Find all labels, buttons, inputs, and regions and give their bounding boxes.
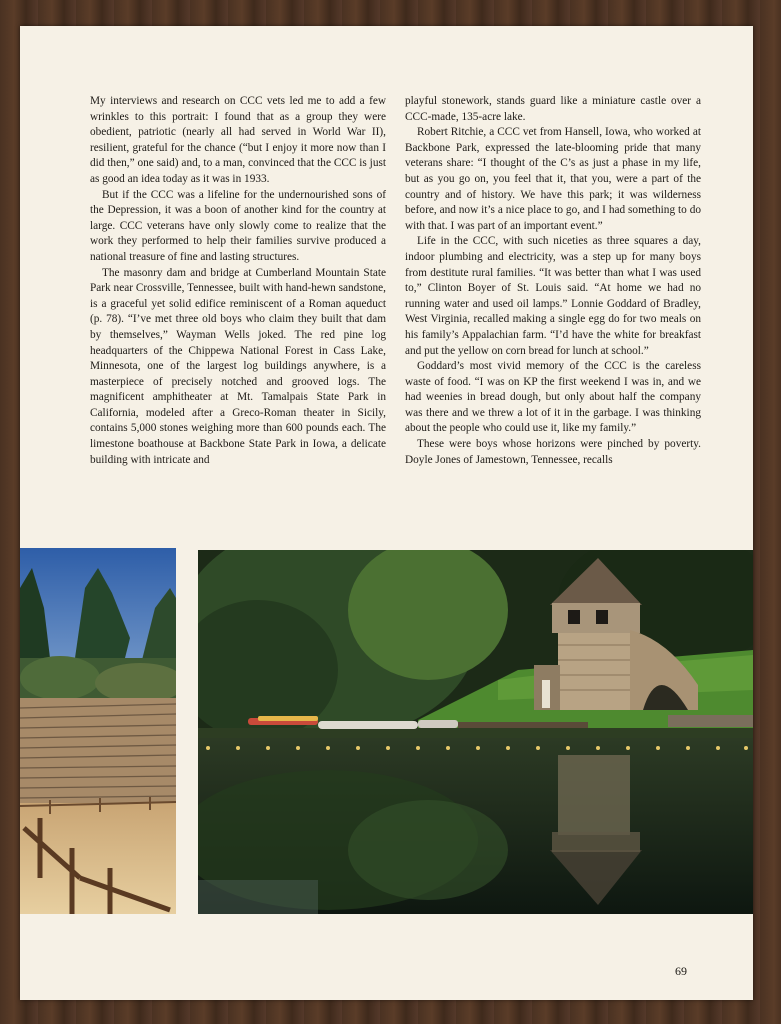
paragraph: Life in the CCC, with such niceties as three squares a day, indoor plumbing and electricity, was a step up for many boys from destitute rural families. “It was better than what I was used to,” Clinton Boyer of St. Louis said. “At home we had no running water and used oil lamps.” Lonnie Goddard of Bradley, West Virginia, recalled making a single egg do for two meals on his family’s Appalachian farm. “I’d have the white for breakfast and put the yellow on corn bread for lunch at school.” — [405, 235, 701, 357]
paragraph: But if the CCC was a lifeline for the undernourished sons of the Depression, it was a boon of another kind for the country at large. CCC veterans have only slowly come to realize that the work they performed to help their families survive produced a national treasure of fine and lasting structures. — [90, 188, 386, 263]
right-text-column — [405, 94, 701, 468]
paragraph: playful stonework, stands guard like a miniature castle over a CCC-made, 135-acre lake. — [405, 95, 701, 123]
amphitheater-photo — [20, 548, 176, 914]
left-text-column — [90, 94, 386, 468]
page-number: 69 — [675, 964, 687, 978]
paragraph: The masonry dam and bridge at Cumberland Mountain State Park near Crossville, Tennessee, built with hand-hewn sandstone, is a graceful yet solid edifice reminiscent of a Roman aqueduct (p. 78). “I’ve met three old boys who claim they built that dam by themselves,” Wayman Wells joked. The red pine log headquarters of the Chippewa National Forest in Cass Lake, Minnesota, one of the largest log buildings anywhere, is a masterpiece of precisely notched and grooved logs. The magnificent amphitheater at Mt. Tamalpais State Park in California, modeled after a Greco-Roman theater in Sicily, contains 5,000 stones weighing more than 600 pounds each. The limestone boathouse at Backbone State Park in Iowa, a delicate building with intricate and — [90, 266, 386, 466]
paragraph: These were boys whose horizons were pinched by poverty. Doyle Jones of Jamestown, Tennessee, recalls — [405, 438, 701, 466]
magazine-page — [20, 26, 753, 1000]
paragraph: Robert Ritchie, a CCC vet from Hansell, Iowa, who worked at Backbone Park, expressed the late-blooming pride that many veterans share: “I thought of the C’s as just a phase in my life, but as you go on, you feel that it, that you, were a part of the country and of history. We have this park; it was wilderness before, and now it’s a nice place to go, and I had something to do with that. I was part of an important event.” — [405, 126, 701, 232]
boathouse-photo — [198, 550, 753, 914]
paragraph: My interviews and research on CCC vets led me to add a few wrinkles to this portrait: I found that as a group they were obedient, patriotic (nearly all had served in World War II), resilient, grateful for the chance (“but I enjoy it more now than I did then,” one said) and, to a man, convinced that the CCC is just as good an idea today as it was in 1933. — [90, 95, 386, 185]
paragraph: Goddard’s most vivid memory of the CCC is the careless waste of food. “I was on KP the first weekend I was in, and we had weenies in bread dough, but only about half the company was there and we threw a lot of it in the garbage. I was thinking about the people who could use it, like my family.” — [405, 360, 701, 435]
